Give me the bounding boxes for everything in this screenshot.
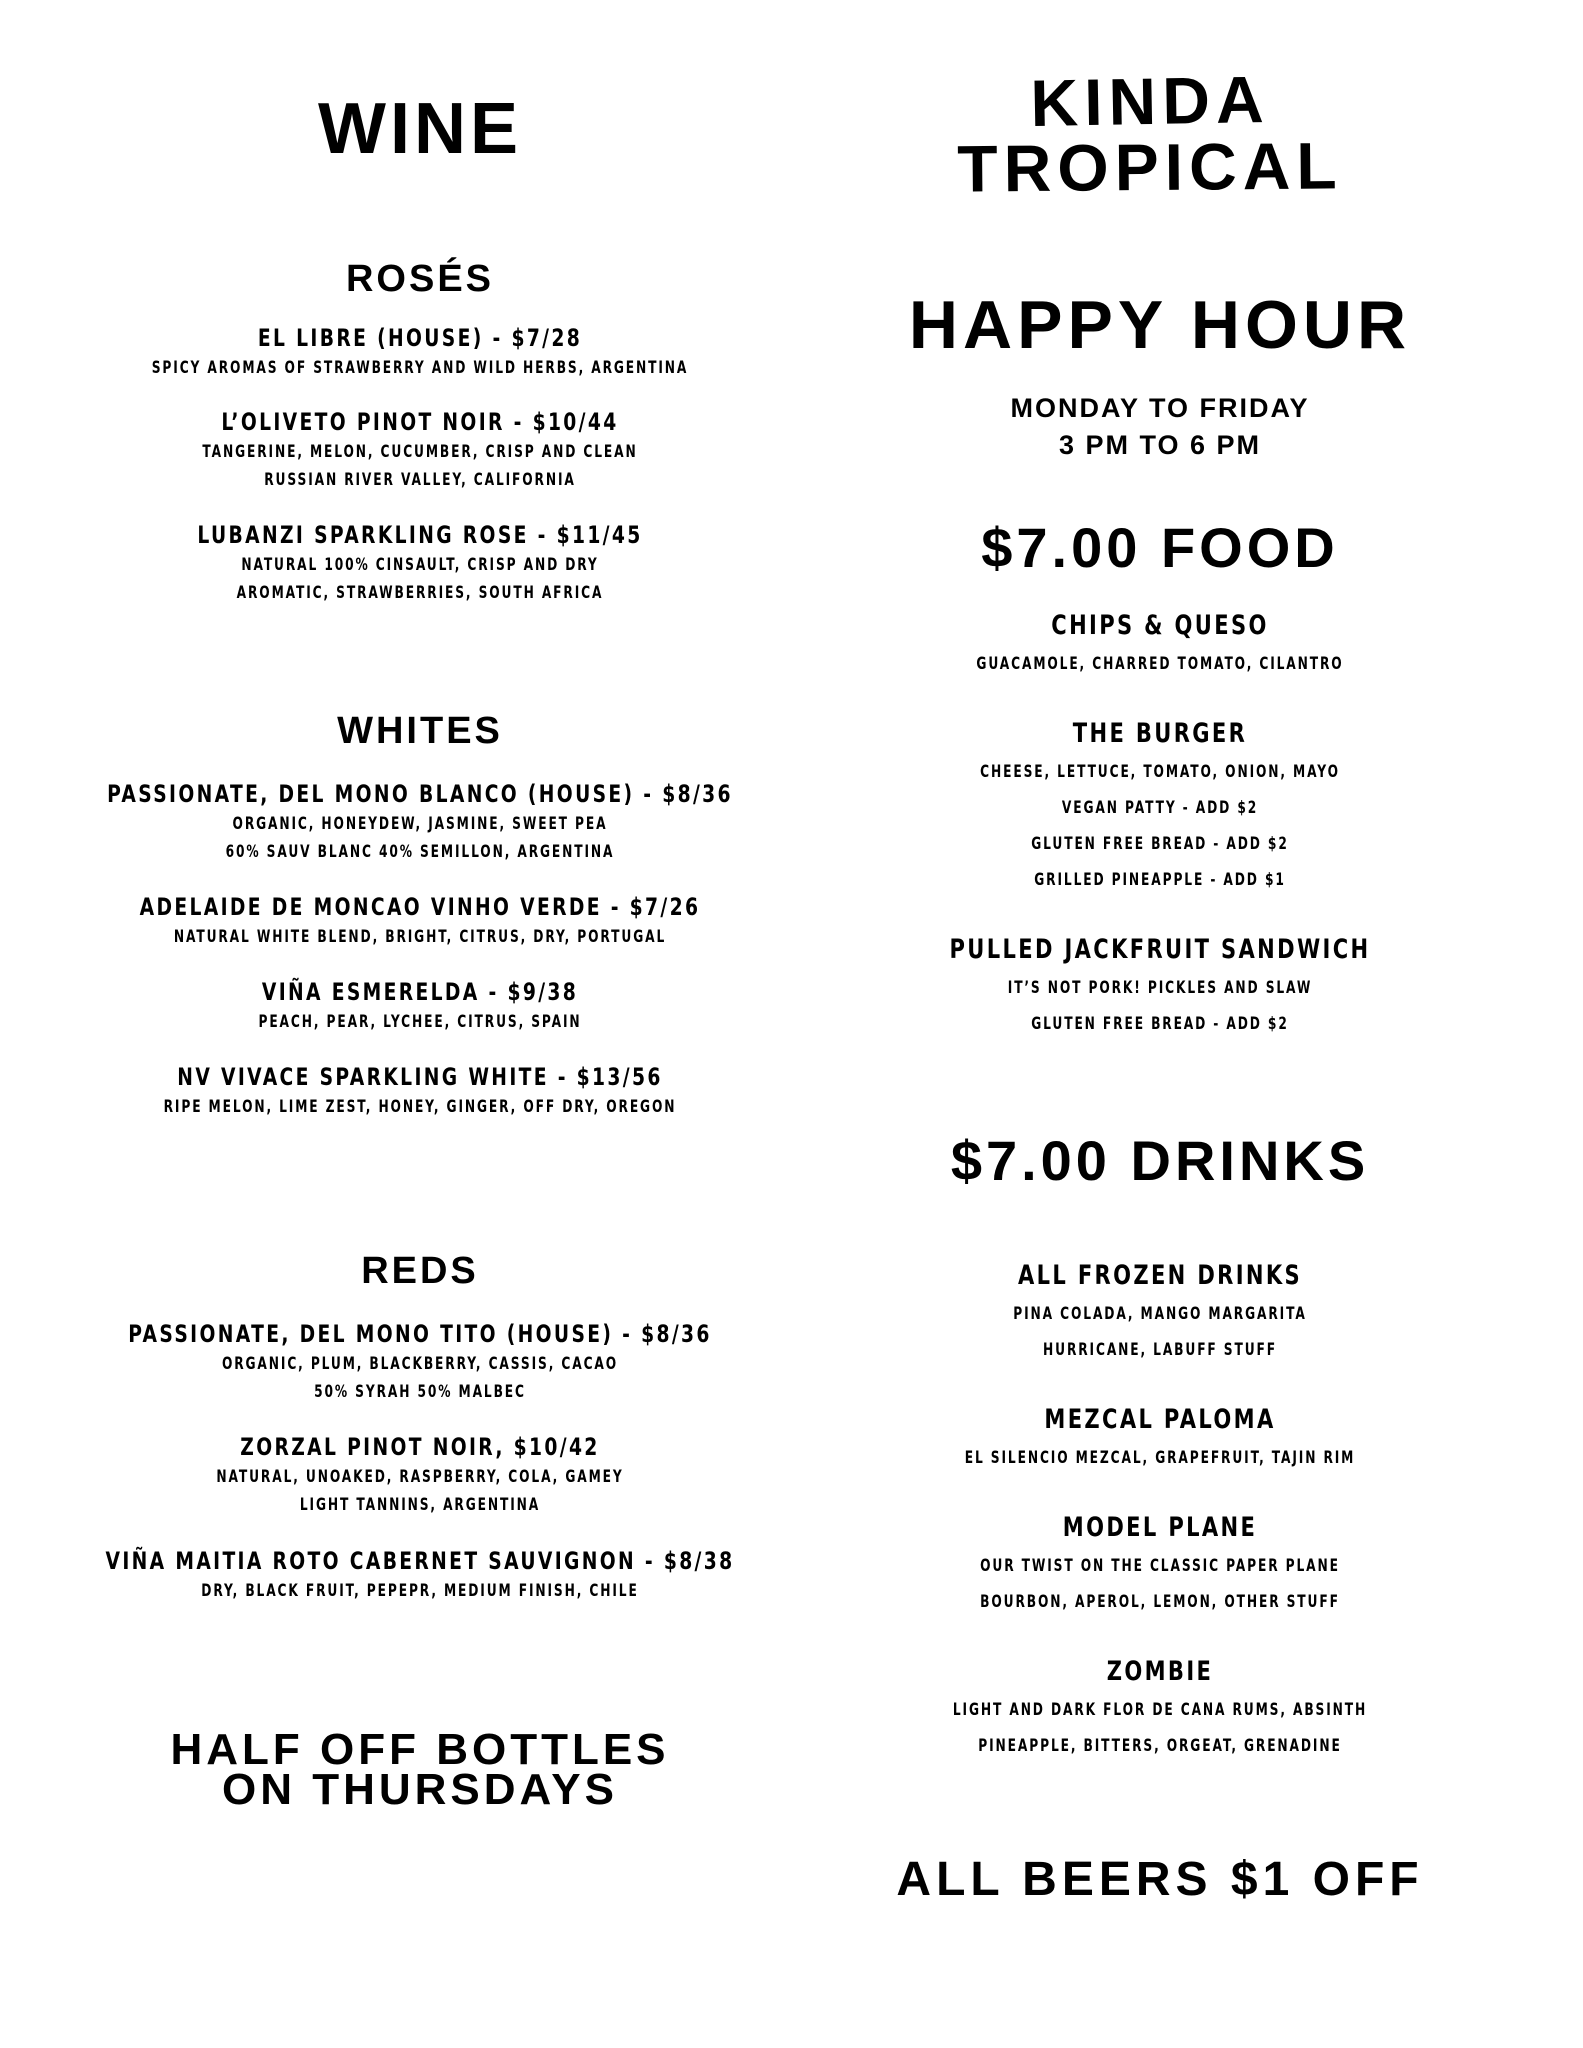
wine-item-desc: TANGERINE, MELON, CUCUMBER, CRISP AND CLEAN	[202, 442, 638, 462]
wine-item-desc: NATURAL WHITE BLEND, BRIGHT, CITRUS, DRY, PORTUGAL	[173, 927, 667, 947]
section-heading-reds: REDS	[361, 1250, 479, 1292]
drink-item-name: MEZCAL PALOMA	[1044, 1404, 1276, 1435]
food-item-desc: VEGAN PATTY - ADD $2	[1061, 798, 1259, 818]
food-item-name: THE BURGER	[1072, 718, 1248, 749]
section-heading-whites: WHITES	[337, 710, 503, 752]
food-list	[800, 606, 1520, 1046]
wine-item-desc: RIPE MELON, LIME ZEST, HONEY, GINGER, OFF DRY, OREGON	[163, 1097, 677, 1117]
wine-item-desc: 50% SYRAH 50% MALBEC	[314, 1382, 526, 1402]
wine-item-desc: SPICY AROMAS OF STRAWBERRY AND WILD HERBS, ARGENTINA	[151, 358, 689, 378]
drink-item-name: ALL FROZEN DRINKS	[1017, 1260, 1303, 1291]
food-heading: $7.00 FOOD	[981, 516, 1339, 579]
wine-item-desc: AROMATIC, STRAWBERRIES, SOUTH AFRICA	[236, 583, 604, 603]
wine-item-desc: DRY, BLACK FRUIT, PEPEPR, MEDIUM FINISH, CHILE	[201, 1581, 639, 1601]
drink-item-name: ZOMBIE	[1106, 1656, 1214, 1687]
wine-item-desc: NATURAL 100% CINSAULT, CRISP AND DRY	[241, 555, 599, 575]
wine-item-desc: PEACH, PEAR, LYCHEE, CITRUS, SPAIN	[258, 1012, 582, 1032]
food-item-name: CHIPS & QUESO	[1051, 610, 1269, 641]
food-item-desc: GUACAMOLE, CHARRED TOMATO, CILANTRO	[976, 654, 1344, 674]
wine-item-name: EL LIBRE (HOUSE) - $7/28	[257, 324, 583, 352]
wine-item-name: LUBANZI SPARKLING ROSE - $11/45	[197, 521, 643, 549]
wine-item	[0, 891, 840, 951]
wine-title: WINE	[318, 89, 522, 169]
wine-item	[0, 976, 840, 1036]
roses-list	[0, 322, 840, 722]
whites-list	[0, 778, 840, 1138]
food-item-desc: GLUTEN FREE BREAD - ADD $2	[1031, 834, 1289, 854]
drink-item-desc: EL SILENCIO MEZCAL, GRAPEFRUIT, TAJIN RIM	[964, 1448, 1356, 1468]
food-item	[800, 606, 1520, 682]
brand-logo	[860, 61, 1440, 206]
wine-item	[0, 519, 840, 607]
wine-item-desc: 60% SAUV BLANC 40% SEMILLON, ARGENTINA	[225, 842, 615, 862]
wine-item-name: VIÑA MAITIA ROTO CABERNET SAUVIGNON - $8/38	[105, 1547, 735, 1575]
drink-item	[800, 1256, 1520, 1368]
brand-line-1: KINDA	[1029, 61, 1271, 141]
wine-item-name: VIÑA ESMERELDA - $9/38	[261, 978, 579, 1006]
section-heading-roses: ROSÉS	[345, 258, 495, 300]
wine-item	[0, 406, 840, 494]
food-item-desc: CHEESE, LETTUCE, TOMATO, ONION, MAYO	[980, 762, 1340, 782]
drink-item-desc: PINEAPPLE, BITTERS, ORGEAT, GRENADINE	[978, 1736, 1342, 1756]
drink-item-desc: HURRICANE, LABUFF STUFF	[1043, 1340, 1277, 1360]
food-item	[800, 930, 1520, 1042]
food-item	[800, 714, 1520, 898]
wine-item-name: ZORZAL PINOT NOIR, $10/42	[240, 1433, 600, 1461]
schedule-hours: 3 PM TO 6 PM	[1058, 430, 1262, 460]
wine-item-name: PASSIONATE, DEL MONO TITO (HOUSE) - $8/36	[128, 1320, 712, 1348]
wine-item-name: PASSIONATE, DEL MONO BLANCO (HOUSE) - $8/36	[107, 780, 733, 808]
bottle-promo-line: ON THURSDAYS	[222, 1765, 618, 1814]
drink-item-desc: OUR TWIST ON THE CLASSIC PAPER PLANE	[980, 1556, 1340, 1576]
happy-hour-schedule	[800, 390, 1520, 464]
wine-item-name: ADELAIDE DE MONCAO VINHO VERDE - $7/26	[139, 893, 701, 921]
schedule-days: MONDAY TO FRIDAY	[1010, 393, 1310, 423]
wine-item	[0, 322, 840, 382]
drink-item	[800, 1400, 1520, 1476]
beer-promo: ALL BEERS $1 OFF	[896, 1853, 1424, 1906]
food-item-name: PULLED JACKFRUIT SANDWICH	[949, 934, 1371, 965]
food-item-desc: GRILLED PINEAPPLE - ADD $1	[1034, 870, 1286, 890]
wine-item-desc: LIGHT TANNINS, ARGENTINA	[299, 1495, 541, 1515]
drink-item	[800, 1508, 1520, 1620]
food-item-desc: IT’S NOT PORK! PICKLES AND SLAW	[1007, 978, 1313, 998]
wine-item	[0, 1545, 840, 1605]
bottle-promo	[0, 1725, 840, 1814]
wine-item	[0, 1431, 840, 1519]
happy-hour-title: HAPPY HOUR	[908, 287, 1412, 363]
drink-item-name: MODEL PLANE	[1062, 1512, 1258, 1543]
wine-item	[0, 1061, 840, 1121]
wine-item-desc: RUSSIAN RIVER VALLEY, CALIFORNIA	[264, 470, 576, 490]
wine-item-name: NV VIVACE SPARKLING WHITE - $13/56	[177, 1063, 663, 1091]
drink-item-desc: BOURBON, APEROL, LEMON, OTHER STUFF	[980, 1592, 1340, 1612]
bottle-promo-line: HALF OFF BOTTLES	[170, 1725, 670, 1774]
drinks-list	[800, 1256, 1520, 1776]
brand-line-2: TROPICAL	[957, 128, 1343, 206]
wine-item-desc: ORGANIC, PLUM, BLACKBERRY, CASSIS, CACAO	[221, 1354, 619, 1374]
wine-item-name: L’OLIVETO PINOT NOIR - $10/44	[221, 408, 619, 436]
reds-list	[0, 1318, 840, 1638]
wine-item-desc: ORGANIC, HONEYDEW, JASMINE, SWEET PEA	[232, 814, 608, 834]
drink-item	[800, 1652, 1520, 1764]
wine-item-desc: NATURAL, UNOAKED, RASPBERRY, COLA, GAMEY	[216, 1467, 624, 1487]
drinks-heading: $7.00 DRINKS	[950, 1129, 1370, 1192]
wine-item	[0, 778, 840, 866]
wine-item	[0, 1318, 840, 1406]
drink-item-desc: PINA COLADA, MANGO MARGARITA	[1013, 1304, 1307, 1324]
drink-item-desc: LIGHT AND DARK FLOR DE CANA RUMS, ABSINTH	[952, 1700, 1368, 1720]
food-item-desc: GLUTEN FREE BREAD - ADD $2	[1031, 1014, 1289, 1034]
